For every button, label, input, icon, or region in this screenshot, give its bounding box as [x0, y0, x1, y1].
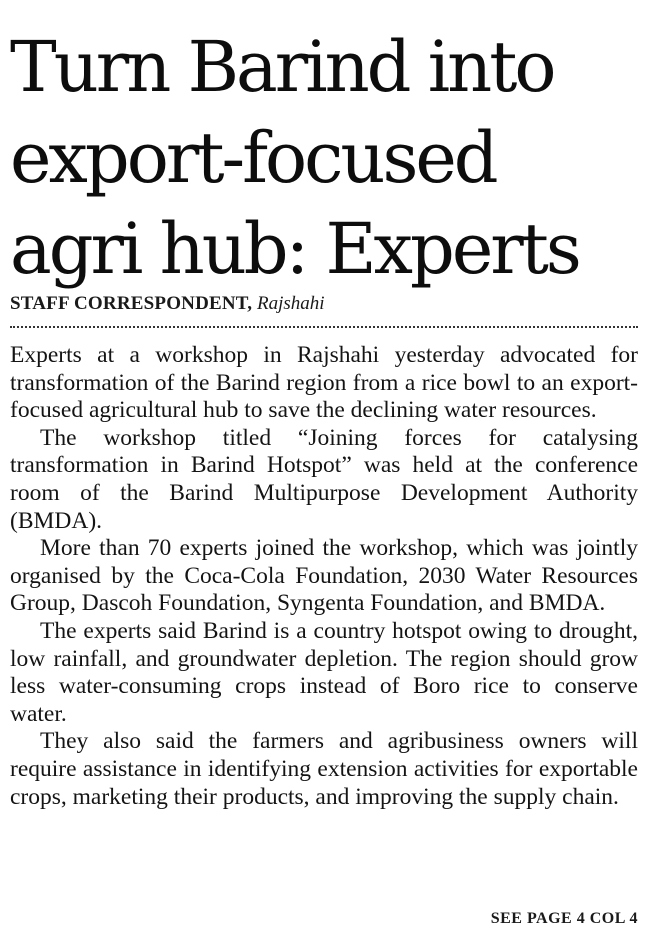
byline-author: STAFF CORRESPONDENT, — [10, 293, 253, 314]
body-paragraph: They also said the farmers and agribusiness owners will require assistance in identifying extension activities for exportable crops, marketing their products, and improving the supply chain. — [10, 728, 638, 810]
dotted-divider — [10, 326, 638, 328]
continuation-jump-line: SEE PAGE 4 COL 4 — [490, 910, 638, 927]
body-paragraph: The experts said Barind is a country hotspot owing to drought, low rainfall, and groundwater depletion. The region should grow less water-consuming crops instead of Boro rice to conserve water. — [10, 617, 638, 727]
headline-line: Turn Barind into — [10, 26, 554, 108]
body-paragraph: The workshop titled “Joining forces for catalysing transformation in Barind Hotspot” was held at the conference room of the Barind Multipurpose Development Authority (BMDA). — [10, 424, 638, 534]
news-article — [10, 0, 638, 945]
byline — [10, 292, 638, 316]
headline — [10, 22, 638, 295]
body-paragraph: Experts at a workshop in Rajshahi yesterday advocated for transformation of the Barind region from a rice bowl to an export-focused agricultural hub to save the declining water resources. — [10, 342, 638, 424]
body-paragraph: More than 70 experts joined the workshop, which was jointly organised by the Coca-Cola Foundation, 2030 Water Resources Group, Dascoh Foundation, Syngenta Foundation, and BMDA. — [10, 535, 638, 617]
headline-line: agri hub: Experts — [10, 208, 579, 290]
byline-location: Rajshahi — [256, 293, 325, 314]
article-body — [10, 342, 638, 811]
headline-line: export-focused — [10, 117, 496, 199]
